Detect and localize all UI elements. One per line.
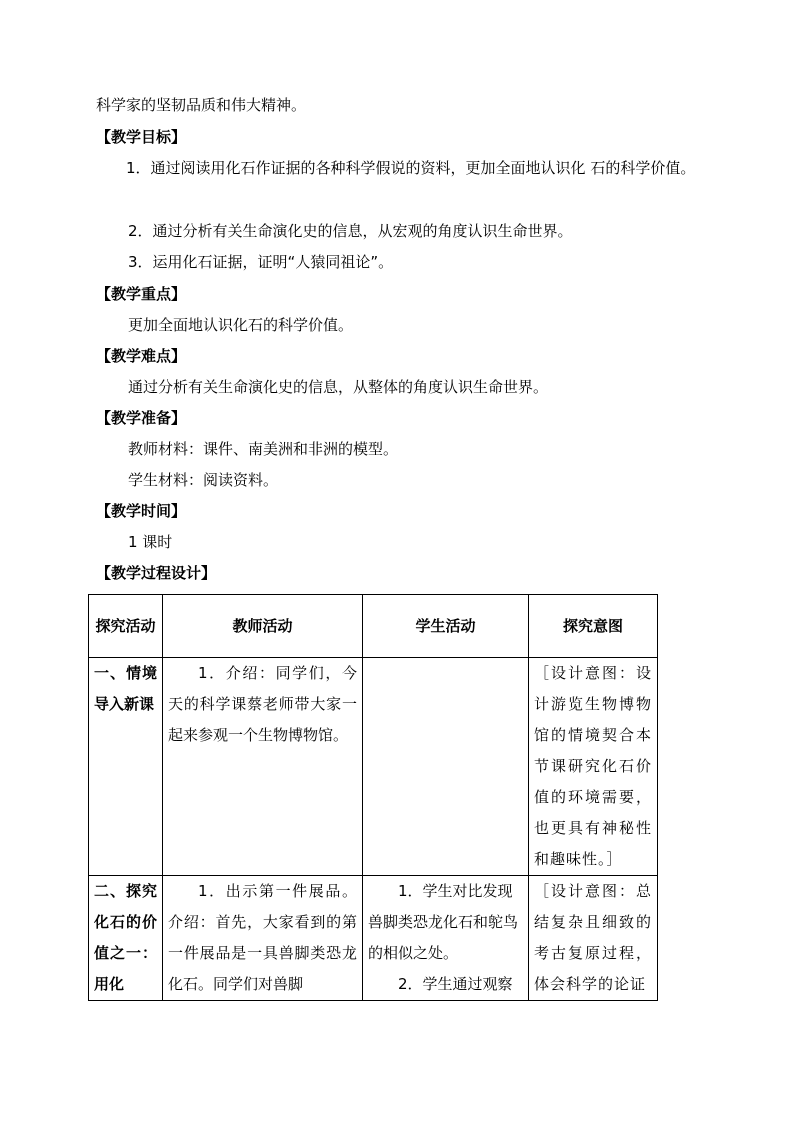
row-teacher-text: 1．出示第一件展品。介绍：首先，大家看到的第一件展品是一具兽脚类恐龙化石。同学们对兽脚: [168, 882, 357, 993]
key-points-heading: 【教学重点】: [96, 285, 187, 303]
process-table: [88, 594, 658, 1001]
row-student-cell: [363, 876, 529, 1001]
header-teacher: 教师活动: [163, 595, 363, 658]
header-intent: 探究意图: [529, 595, 658, 658]
time-heading: 【教学时间】: [96, 502, 187, 520]
row-student-cell: [363, 658, 529, 876]
row-intent-text: ［设计意图：总结复杂且细致的考古复原过程，体会科学的论证: [534, 882, 652, 993]
process-heading: 【教学过程设计】: [96, 564, 217, 582]
row-student-item-2: 2．学生通过观察: [398, 975, 513, 993]
row-teacher-cell: [163, 876, 363, 1001]
row-stage-text: 二、探究化石的价值之一：用化: [94, 882, 157, 993]
difficulties-heading: 【教学难点】: [96, 347, 187, 365]
objective-item-3: 3．运用化石证据，证明“人猿同祖论”。: [128, 253, 394, 271]
table-row: [89, 876, 658, 1001]
preparation-teacher-text: 教师材料：课件、南美洲和非洲的模型。: [128, 440, 399, 458]
row-stage-cell: 一、情境导入新课: [89, 658, 163, 876]
preparation-student-text: 学生材料：阅读资料。: [128, 471, 279, 489]
time-text: 1 课时: [128, 533, 173, 551]
intro-tail-text: 科学家的坚韧品质和伟大精神。: [96, 96, 307, 114]
row-intent-cell: ［设计意图：设计游览生物博物馆的情境契合本节课研究化石价值的环境需要，也更具有神秘性和趣味性。］: [529, 658, 658, 876]
objective-item-1: 1．通过阅读用化石作证据的各种科学假说的资料，更加全面地认识化 石的科学价值。: [126, 159, 696, 177]
key-points-text: 更加全面地认识化石的科学价值。: [128, 316, 354, 334]
difficulties-text: 通过分析有关生命演化史的信息，从整体的角度认识生命世界。: [128, 378, 549, 396]
objective-item-2: 2．通过分析有关生命演化史的信息，从宏观的角度认识生命世界。: [128, 222, 573, 240]
row-intent-cell: [529, 876, 658, 1001]
objectives-heading: 【教学目标】: [96, 128, 187, 146]
table-row: [89, 658, 658, 876]
table-header-row: [89, 595, 658, 658]
preparation-heading: 【教学准备】: [96, 409, 187, 427]
header-student: 学生活动: [363, 595, 529, 658]
row-student-content: [368, 876, 523, 1000]
row-student-item-1: 1．学生对比发现兽脚类恐龙化石和鸵鸟的相似之处。: [368, 882, 519, 962]
row-teacher-cell: 1．介绍：同学们，今天的科学课蔡老师带大家一起来参观一个生物博物馆。: [163, 658, 363, 876]
row-stage-cell: [89, 876, 163, 1001]
header-stage: 探究活动: [89, 595, 163, 658]
